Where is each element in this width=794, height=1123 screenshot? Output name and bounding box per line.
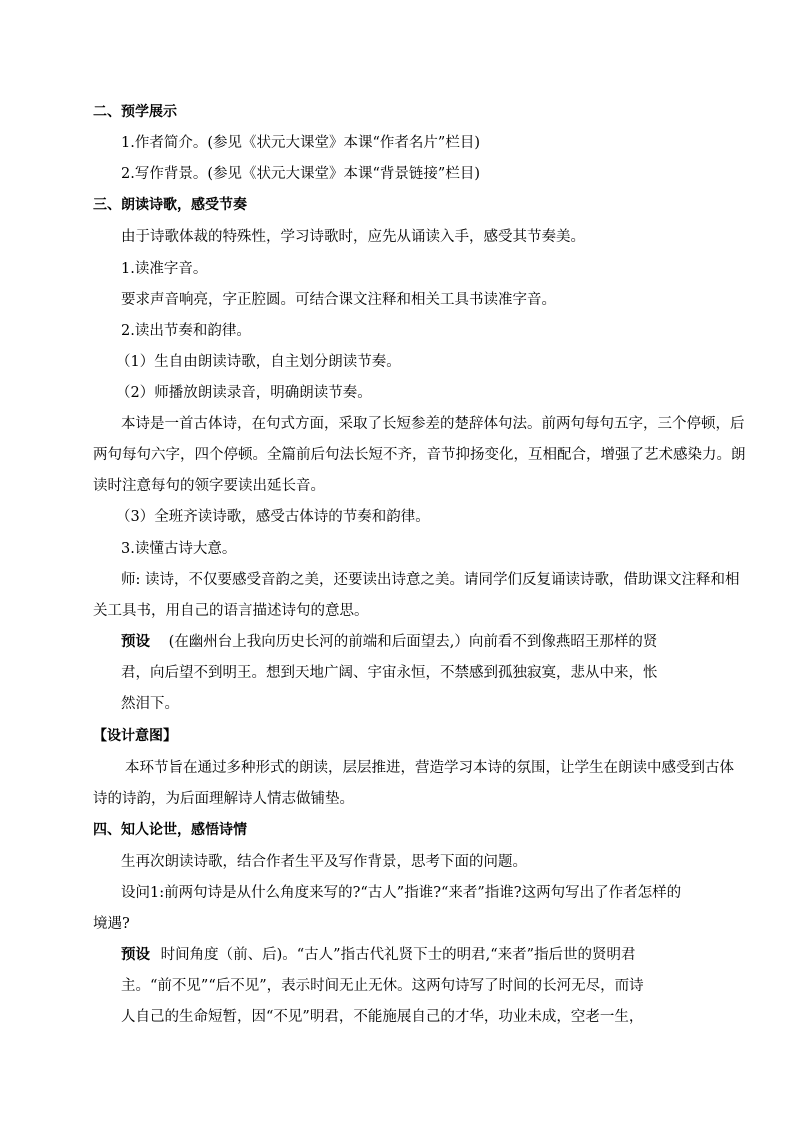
step-3-title: 3.读懂古诗大意。: [121, 541, 237, 557]
step-1-description: 要求声音响亮，字正腔圆。可结合课文注释和相关工具书读准字音。: [121, 292, 556, 308]
question-1-line-2: 境遇?: [93, 916, 130, 932]
design-intent-heading: 【设计意图】: [93, 728, 177, 744]
section-4-intro: 生再次朗读诗歌，结合作者生平及写作背景，思考下面的问题。: [121, 854, 527, 870]
preset-answer-line-2: 君，向后望不到明王。想到天地广阔、宇宙永恒，不禁感到孤独寂寞，悲从中来，怅: [121, 665, 658, 681]
rhythm-paragraph-line-3: 读时注意每句的领字要读出延长音。: [93, 478, 325, 494]
preset-label: 预设: [121, 946, 150, 963]
step-1-title: 1.读准字音。: [121, 261, 208, 277]
preset-label: 预设: [121, 633, 150, 650]
preset-answer-text-1: (在幽州台上我向历史长河的前端和后面望去,）向前看不到像燕昭王那样的贤: [168, 634, 658, 650]
preset-answer-line-1: [121, 632, 657, 652]
section-3-intro: 由于诗歌体裁的特殊性，学习诗歌时，应先从诵读入手，感受其节奏美。: [121, 229, 585, 245]
preview-item-background: 2.写作背景。(参见《状元大课堂》本课“背景链接”栏目): [121, 166, 480, 182]
rhythm-paragraph-line-2: 两句每句六字，四个停顿。全篇前后句法长短不齐，音节抑扬变化，互相配合，增强了艺术感染力。朗: [93, 447, 746, 463]
design-intent-line-1: 本环节旨在通过多种形式的朗读，层层推进，营造学习本诗的氛围，让学生在朗读中感受到古体: [125, 760, 734, 776]
step-2-sub-3: （3）全班齐读诗歌，感受古体诗的节奏和韵律。: [116, 509, 430, 525]
preview-item-author: 1.作者简介。(参见《状元大课堂》本课“作者名片”栏目): [121, 135, 480, 151]
step-2-sub-2: （2）师播放朗读录音，明确朗读节奏。: [116, 385, 372, 401]
design-intent-line-2: 诗的诗韵，为后面理解诗人情志做铺垫。: [93, 791, 354, 807]
answer-1-line-1: [121, 945, 636, 965]
section-4-heading: 四、知人论世，感悟诗情: [93, 822, 247, 838]
question-1-line-1: 设问1:前两句诗是从什么角度来写的?“古人”指谁?“来者”指谁?这两句写出了作者怎样的: [121, 885, 682, 901]
section-2-heading: 二、预学展示: [93, 104, 177, 120]
teacher-prompt-line-1: 师: 读诗，不仅要感受音韵之美，还要读出诗意之美。请同学们反复诵读诗歌，借助课文注释和相: [121, 572, 740, 588]
answer-1-line-3: 人自己的生命短暂，因“不见”明君，不能施展自己的才华，功业未成，空老一生，: [121, 1009, 644, 1025]
answer-1-line-2: 主。“前不见”“后不见”，表示时间无止无休。这两句诗写了时间的长河无尽，而诗: [121, 978, 644, 994]
section-3-heading: 三、朗读诗歌，感受节奏: [93, 197, 247, 213]
preset-answer-line-3: 然泪下。: [121, 696, 179, 712]
step-2-sub-1: （1）生自由朗读诗歌，自主划分朗读节奏。: [116, 354, 401, 370]
rhythm-paragraph-line-1: 本诗是一首古体诗，在句式方面，采取了长短参差的楚辞体句法。前两句每句五字，三个停顿，后: [121, 416, 745, 432]
teacher-prompt-line-2: 关工具书，用自己的语言描述诗句的意思。: [93, 603, 369, 619]
step-2-title: 2.读出节奏和韵律。: [121, 323, 251, 339]
answer-1-text-1: 时间角度（前、后)。“古人”指古代礼贤下士的明君,“来者”指后世的贤明君: [160, 947, 636, 963]
